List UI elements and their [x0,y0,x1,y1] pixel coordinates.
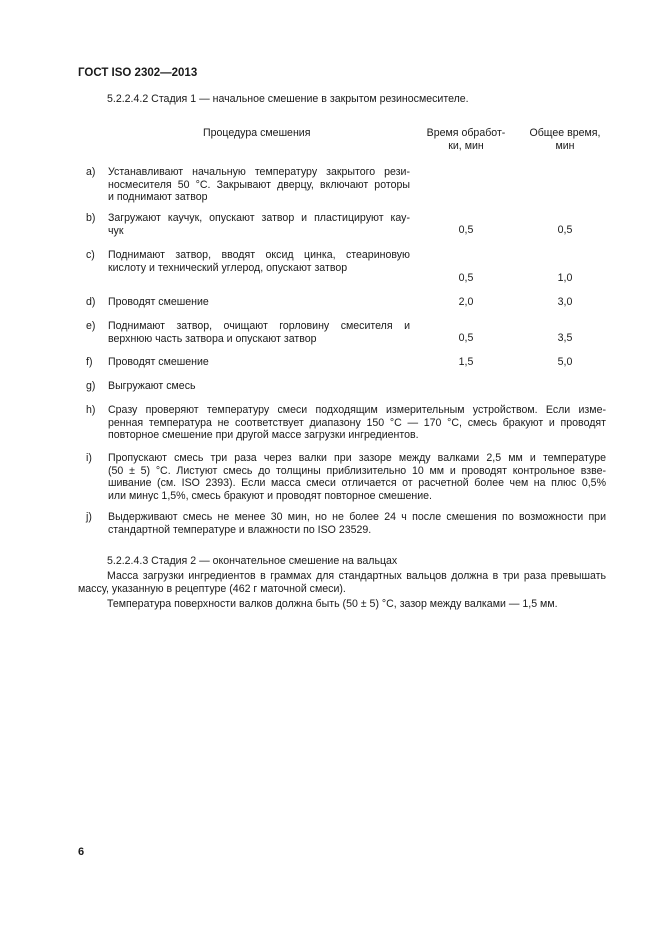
stage2-paragraph-1-line1: Масса загрузки ингредиентов в граммах для стандартных вальцов должна в три раза превышать [107,570,606,582]
item-j-text [108,511,606,536]
row-e-line1: Поднимают затвор, очищают горловину смесителя и [108,320,410,332]
column-header-time-line2: ки, мин [448,139,484,152]
row-f-total: 5,0 [557,356,573,368]
item-h-text [108,404,606,442]
item-i-text [108,452,606,502]
row-g-text [108,380,410,393]
row-e-text [108,320,410,345]
row-a-line1: Устанавливают начальную температуру закрытого рези- [108,166,410,178]
row-a-letter: a) [86,166,96,178]
row-b-text [108,212,410,237]
document-header: ГОСТ ISO 2302—2013 [78,67,198,79]
item-i-line4: или минус 1,5%, смесь бракуют и проводят повторное смешение. [108,489,432,502]
column-header-time [420,127,512,152]
stage2-paragraph-1-line2: массу, указанную в рецептуре (462 г маточной смеси). [78,582,346,595]
row-d-total: 3,0 [557,296,573,308]
column-header-total [520,127,610,152]
item-i-line1: Пропускают смесь три раза через валки при зазоре между валками 2,5 мм и температуре [108,452,606,464]
row-d-line1: Проводят смешение [108,296,209,308]
row-g-letter: g) [86,380,96,392]
row-b-total: 0,5 [557,224,573,236]
item-j-letter: j) [86,511,92,523]
item-i-line3: шивание (см. ISO 2393). Если масса смеси отличается от расчетной более чем на плюс 0,5% [108,477,606,489]
row-e-line2: верхнюю часть затвора и опускают затвор [108,332,317,345]
row-c-text [108,249,410,274]
row-f-time: 1,5 [458,356,474,368]
item-i-line2: (50 ± 5) °С. Листуют смесь до толщины приблизительно 10 мм и проводят контрольное взве- [108,464,606,477]
row-c-line1: Поднимают затвор, вводят оксид цинка, стеариновую [108,249,410,261]
item-j-line1: Выдерживают смесь не менее 30 мин, но не более 24 ч после смешения по возможности при [108,511,606,523]
stage2-paragraph-2: Температура поверхности валков должна быть (50 ± 5) °С, зазор между валками — 1,5 мм. [107,598,558,610]
row-e-total: 3,5 [557,332,573,344]
item-h-letter: h) [86,404,96,416]
row-d-letter: d) [86,296,96,308]
row-c-time: 0,5 [458,272,474,284]
row-d-time: 2,0 [458,296,474,308]
row-b-letter: b) [86,212,96,224]
row-a-line2: носмесителя 50 °С. Закрывают дверцу, включают роторы [108,178,410,191]
row-f-text [108,356,410,369]
page-number: 6 [78,846,85,858]
stage2-paragraph-1 [78,570,606,595]
row-b-line1: Загружают каучук, опускают затвор и пластицируют кау- [108,212,410,224]
stage1-heading: 5.2.2.4.2 Стадия 1 — начальное смешение в закрытом резиносмесителе. [107,93,469,105]
row-e-letter: e) [86,320,96,332]
row-b-line2: чук [108,224,124,237]
item-h-line1: Сразу проверяют температуру смеси подходящим измерительным устройством. Если изме- [108,404,606,416]
column-header-time-line1: Время обработ- [426,127,506,139]
row-f-letter: f) [86,356,93,368]
row-b-time: 0,5 [458,224,474,236]
item-j-line2: стандартной температуре и влажности по ISO 23529. [108,523,372,536]
row-f-line1: Проводят смешение [108,356,209,368]
column-header-procedure: Процедура смешения [203,127,311,139]
row-a-text [108,166,410,204]
column-header-total-line2: мин [555,139,575,152]
row-c-line2: кислоту и технический углерод, опускают затвор [108,261,348,274]
item-h-line2: ренная температура не соответствует диапазону 150 °С — 170 °С, смесь бракуют и проводят [108,416,606,429]
row-g-line1: Выгружают смесь [108,380,196,392]
column-header-total-line1: Общее время, [529,127,601,139]
stage2-heading: 5.2.2.4.3 Стадия 2 — окончательное смешение на вальцах [107,555,398,567]
row-a-line3: и поднимают затвор [108,191,208,203]
row-c-letter: c) [86,249,95,261]
row-c-total: 1,0 [557,272,573,284]
row-e-time: 0,5 [458,332,474,344]
item-h-line3: повторное смешение при другой массе загрузки ингредиентов. [108,429,419,441]
item-i-letter: i) [86,452,92,464]
row-d-text [108,296,410,309]
